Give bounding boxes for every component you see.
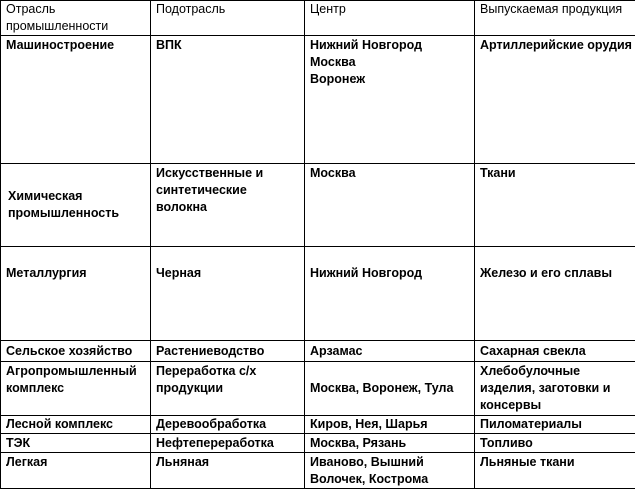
center-line: Москва, Рязань — [310, 435, 471, 452]
header-industry: Отрасль промышленности — [1, 1, 151, 36]
products-cell: Хлебобулочные изделия, заготовки и консервы — [475, 362, 635, 416]
center-line: Арзамас — [310, 343, 471, 360]
products-cell: Ткани — [475, 164, 635, 247]
header-center: Центр — [305, 1, 475, 36]
center-cell — [305, 434, 475, 453]
table-row — [1, 247, 635, 341]
header-products: Выпускаемая продукция — [475, 1, 635, 36]
subindustry-cell: Искусственные и синтетические волокна — [151, 164, 305, 247]
center-cell — [305, 453, 475, 489]
center-cell — [305, 416, 475, 434]
industry-cell: ТЭК — [1, 434, 151, 453]
products-cell: Льняные ткани — [475, 453, 635, 489]
header-subindustry: Подотрасль — [151, 1, 305, 36]
subindustry-cell: ВПК — [151, 36, 305, 164]
table-row — [1, 453, 635, 489]
center-line: Москва — [310, 165, 471, 182]
center-line: Москва — [310, 54, 471, 71]
industry-cell: Химическая промышленность — [1, 164, 151, 247]
center-line: Киров, Нея, Шарья — [310, 416, 471, 433]
center-line: Иваново, Вышний Волочек, Кострома — [310, 454, 471, 488]
center-line: Москва, Воронеж, Тула — [310, 380, 471, 397]
subindustry-cell: Деревообработка — [151, 416, 305, 434]
table-row — [1, 416, 635, 434]
center-line: Воронеж — [310, 71, 471, 88]
industry-cell: Сельское хозяйство — [1, 341, 151, 362]
industry-cell: Легкая — [1, 453, 151, 489]
center-line: Нижний Новгород — [310, 37, 471, 54]
center-cell — [305, 362, 475, 416]
center-cell — [305, 341, 475, 362]
industry-cell: Машиностроение — [1, 36, 151, 164]
products-cell: Железо и его сплавы — [475, 247, 635, 341]
center-cell — [305, 247, 475, 341]
industry-cell: Агропромышленный комплекс — [1, 362, 151, 416]
industry-cell: Лесной комплекс — [1, 416, 151, 434]
subindustry-cell: Нефтепереработка — [151, 434, 305, 453]
table-header-row — [1, 1, 635, 36]
subindustry-cell: Переработка с/х продукции — [151, 362, 305, 416]
industry-cell: Металлургия — [1, 247, 151, 341]
table-row — [1, 341, 635, 362]
products-cell: Пиломатериалы — [475, 416, 635, 434]
table-row — [1, 434, 635, 453]
center-cell — [305, 36, 475, 164]
center-line: Нижний Новгород — [310, 265, 471, 282]
subindustry-cell: Черная — [151, 247, 305, 341]
subindustry-cell: Льняная — [151, 453, 305, 489]
subindustry-cell: Растениеводство — [151, 341, 305, 362]
table-row — [1, 36, 635, 164]
products-cell: Топливо — [475, 434, 635, 453]
table-row — [1, 362, 635, 416]
products-cell: Сахарная свекла — [475, 341, 635, 362]
center-cell — [305, 164, 475, 247]
table-row — [1, 164, 635, 247]
products-cell: Артиллерийские орудия — [475, 36, 635, 164]
